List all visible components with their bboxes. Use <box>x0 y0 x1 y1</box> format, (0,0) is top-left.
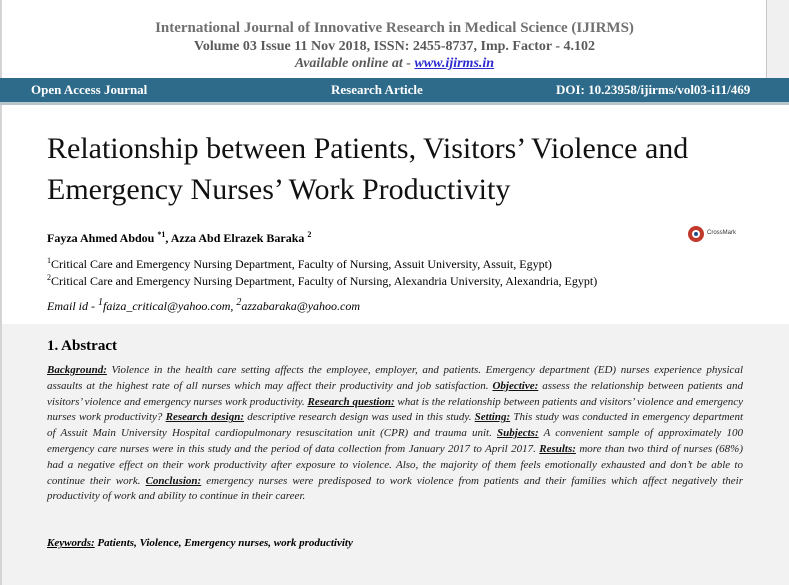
affiliation-2-text: Critical Care and Emergency Nursing Department, Faculty of Nursing, Alexandria University, Alexandria, Egypt) <box>51 274 598 288</box>
journal-volume-line: Volume 03 Issue 11 Nov 2018, ISSN: 2455-8737, Imp. Factor - 4.102 <box>194 39 595 54</box>
keywords-line <box>47 537 353 549</box>
affiliation-2-mark: 2 <box>47 273 51 282</box>
background-text: Violence in the health care setting affects the employee, employer, and patients. Emergency department (ED) nurses experience physical assaults at the highest rate of all nurses which may affect their productivity and job satisfaction. <box>47 364 743 392</box>
affiliation-1-text: Critical Care and Emergency Nursing Department, Faculty of Nursing, Assuit University, Assuit, Egypt) <box>51 257 552 271</box>
subjects-label: Subjects: <box>497 427 539 440</box>
crossmark-badge[interactable] <box>688 226 740 244</box>
article-title: Relationship between Patients, Visitors’ Violence and Emergency Nurses’ Work Productivity <box>47 132 689 206</box>
affiliation-2 <box>47 273 597 289</box>
setting-text: This study was conducted in emergency department of Assuit Main University Hospital cardiopulmonary resuscitation unit (CPR) and trauma unit. <box>47 411 743 440</box>
author-list <box>47 230 311 246</box>
author-separator: , <box>165 231 169 245</box>
question-label: Research question: <box>307 395 395 408</box>
journal-availability <box>0 55 789 72</box>
conclusion-text: emergency nurses were predisposed to work violence from patients and their families which affect negatively their productivity of work and ability to continue in their career. <box>47 474 743 503</box>
author-2: Azza Abd Elrazek Baraka <box>170 231 305 245</box>
keywords-label: Keywords: <box>47 537 95 549</box>
design-label: Research design: <box>165 411 244 424</box>
journal-url-link[interactable]: www.ijirms.in <box>414 56 495 71</box>
results-label: Results: <box>539 442 576 455</box>
author-1-affil-mark: *1 <box>157 230 166 239</box>
journal-name: International Journal of Innovative Research in Medical Science (IJIRMS) <box>155 20 634 36</box>
email-2[interactable]: azzabaraka@yahoo.com <box>241 299 361 313</box>
banner-open-access: Open Access Journal <box>31 82 148 97</box>
question-text: what is the relationship between patients and visitors’ violence and emergency nurses work productivity? <box>47 395 743 424</box>
keywords-text: Patients, Violence, Emergency nurses, work productivity <box>94 537 353 549</box>
crossmark-label: CrossMark <box>707 230 737 236</box>
email-prefix: Email id - <box>47 299 98 313</box>
email-1[interactable]: faiza_critical@yahoo.com, <box>103 299 234 313</box>
abstract-heading: 1. Abstract <box>47 338 117 354</box>
crossmark-icon <box>688 226 704 242</box>
objective-text: assess the relationship between patients and visitors’ violence and emergency nurses work productivity. <box>47 379 743 408</box>
objective-label: Objective: <box>492 379 539 392</box>
article-banner <box>0 78 789 105</box>
abstract-body <box>47 363 743 505</box>
background-label: Background: <box>47 364 107 376</box>
design-text: descriptive research design was used in this study. <box>244 411 475 424</box>
banner-doi[interactable]: DOI: 10.23958/ijirms/vol03-i11/469 <box>556 82 751 97</box>
email-line <box>47 297 360 314</box>
available-prefix: Available online at - <box>294 56 415 71</box>
affiliation-1-mark: 1 <box>47 256 51 265</box>
subjects-text: A convenient sample of approximately 100 emergency care nurses were in this study and the period of data collection from January 2017 to April 2017. <box>47 427 743 455</box>
author-2-affil-mark: 2 <box>307 230 312 239</box>
author-1: Fayza Ahmed Abdou <box>47 231 155 245</box>
banner-article-type: Research Article <box>331 82 423 97</box>
setting-label: Setting: <box>474 411 511 424</box>
results-text: more than two third of nurses (68%) had a negative effect on their work productivity after exposure to violence. Also, the majority of them feels emotionally exhausted and don’t be able to continue their work. <box>47 442 744 487</box>
email-1-mark: 1 <box>98 297 103 308</box>
conclusion-label: Conclusion: <box>145 474 202 487</box>
affiliation-1 <box>47 256 552 272</box>
email-2-mark: 2 <box>236 297 242 308</box>
